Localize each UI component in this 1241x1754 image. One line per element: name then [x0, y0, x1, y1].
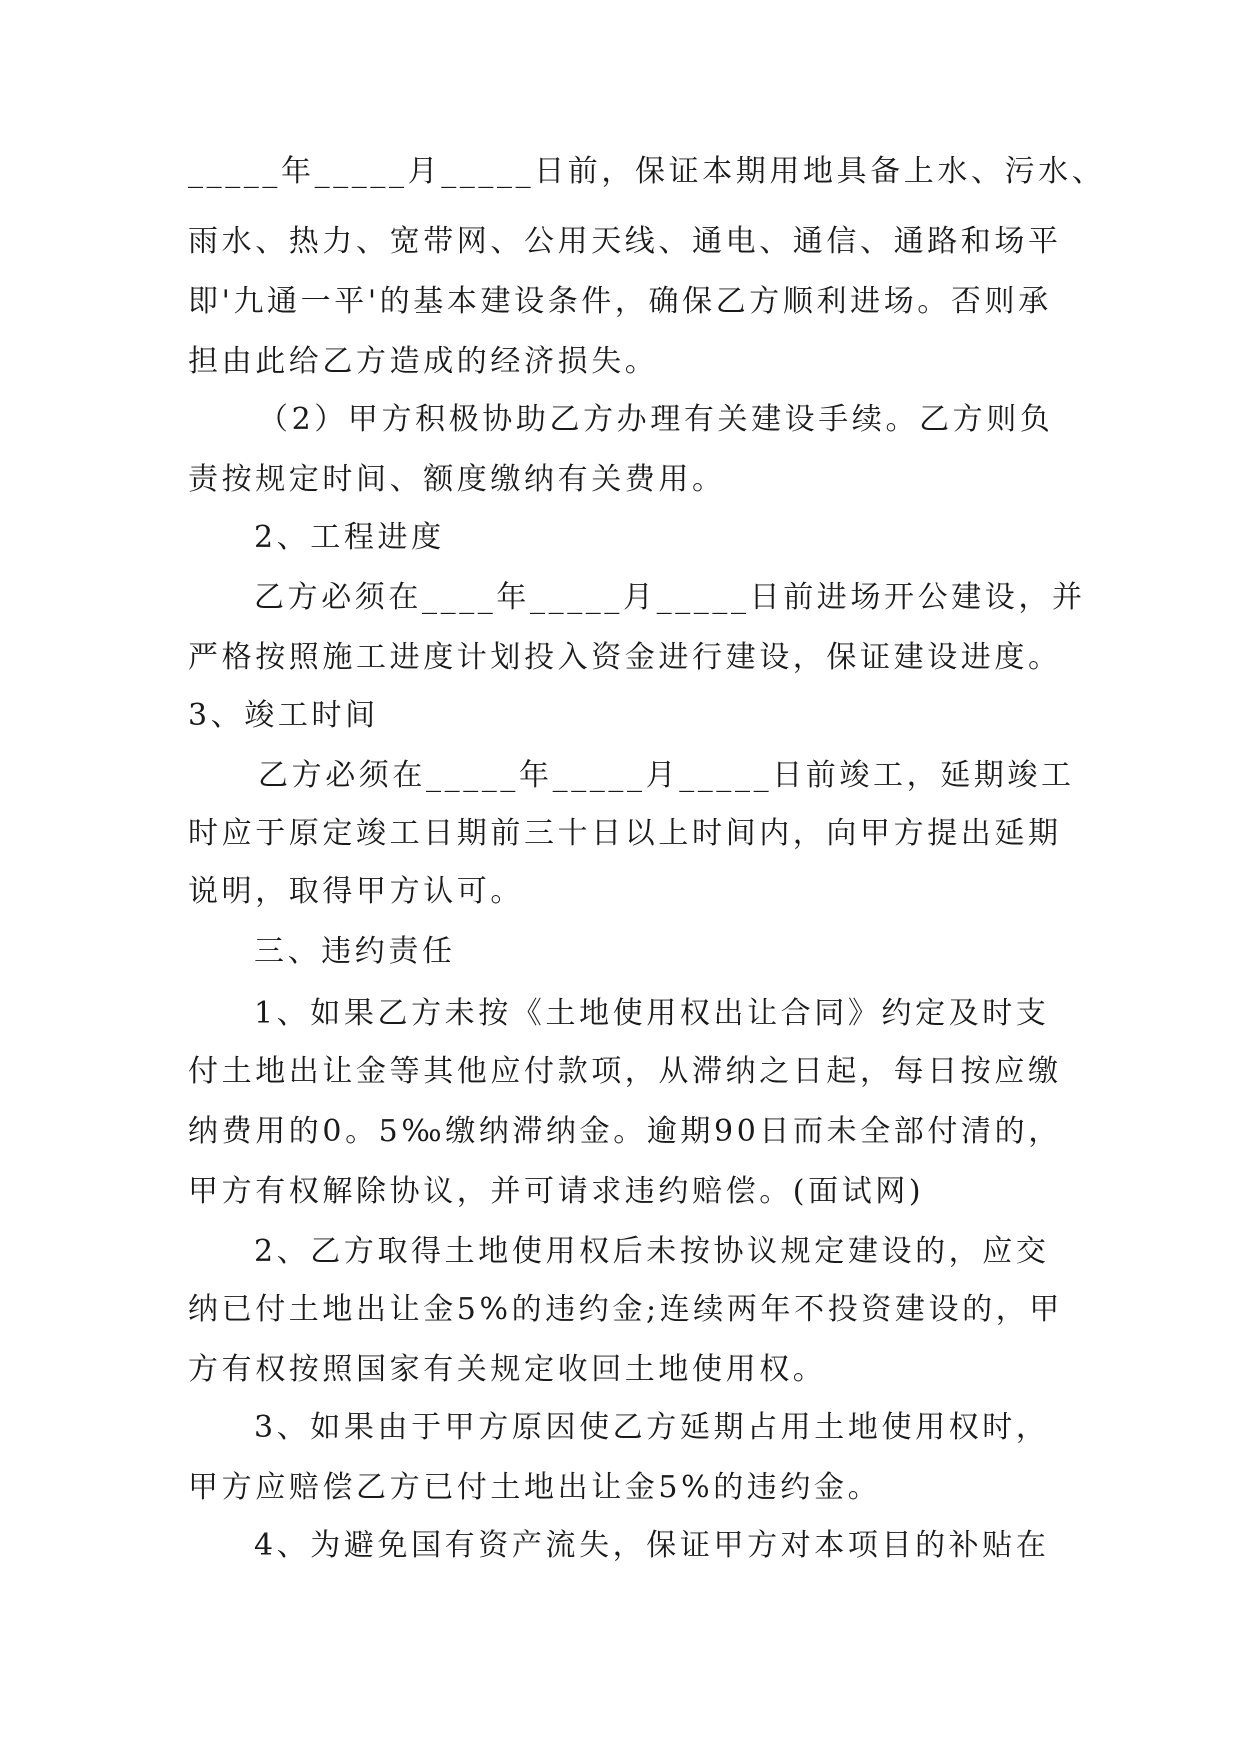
- text-line-23: 甲方应赔偿乙方已付土地出让金5%的违约金。: [188, 1470, 882, 1505]
- text-line-20: 纳已付土地出让金5%的违约金;连续两年不投资建设的，甲: [188, 1292, 1063, 1327]
- text-line-5: （2）甲方积极协助乙方办理有关建设手续。乙方则负: [258, 402, 1054, 437]
- section-heading-2: 2、工程进度: [254, 520, 445, 555]
- text-line-18: 甲方有权解除协议，并可请求违约赔偿。(面试网): [188, 1174, 925, 1209]
- text-line-3: 即'九通一平'的基本建设条件，确保乙方顺利进场。否则承: [188, 284, 1052, 319]
- text-line-19: 2、乙方取得土地使用权后未按协议规定建设的，应交: [254, 1234, 1050, 1269]
- text-line-12: 时应于原定竣工日期前三十日以上时间内，向甲方提出延期: [188, 816, 1062, 851]
- text-line-8: 乙方必须在____年_____月_____日前进场开公建设，并: [254, 580, 1086, 615]
- chapter-heading: 三、违约责任: [254, 934, 456, 969]
- text-line-11: 乙方必须在_____年_____月_____日前竣工，延期竣工: [258, 758, 1075, 793]
- text-line-24: 4、为避免国有资产流失，保证甲方对本项目的补贴在: [254, 1528, 1050, 1563]
- text-line-21: 方有权按照国家有关规定收回土地使用权。: [188, 1352, 827, 1387]
- text-line-13: 说明，取得甲方认可。: [188, 874, 524, 909]
- text-line-16: 付土地出让金等其他应付款项，从滞纳之日起，每日按应缴: [188, 1054, 1062, 1089]
- text-line-17: 纳费用的0。5‰缴纳滞纳金。逾期90日而未全部付清的，: [188, 1114, 1062, 1149]
- text-line-15: 1、如果乙方未按《土地使用权出让合同》约定及时支: [254, 996, 1050, 1031]
- text-line-22: 3、如果由于甲方原因使乙方延期占用土地使用权时，: [254, 1410, 1050, 1445]
- text-line-9: 严格按照施工进度计划投入资金进行建设，保证建设进度。: [188, 640, 1062, 675]
- text-line-4: 担由此给乙方造成的经济损失。: [188, 344, 659, 379]
- text-line-1: _____年_____月_____日前，保证本期用地具备上水、污水、: [188, 154, 1106, 189]
- text-line-2: 雨水、热力、宽带网、公用天线、通电、通信、通路和场平: [188, 224, 1062, 259]
- section-heading-3: 3、竣工时间: [188, 698, 379, 733]
- text-line-6: 责按规定时间、额度缴纳有关费用。: [188, 462, 726, 497]
